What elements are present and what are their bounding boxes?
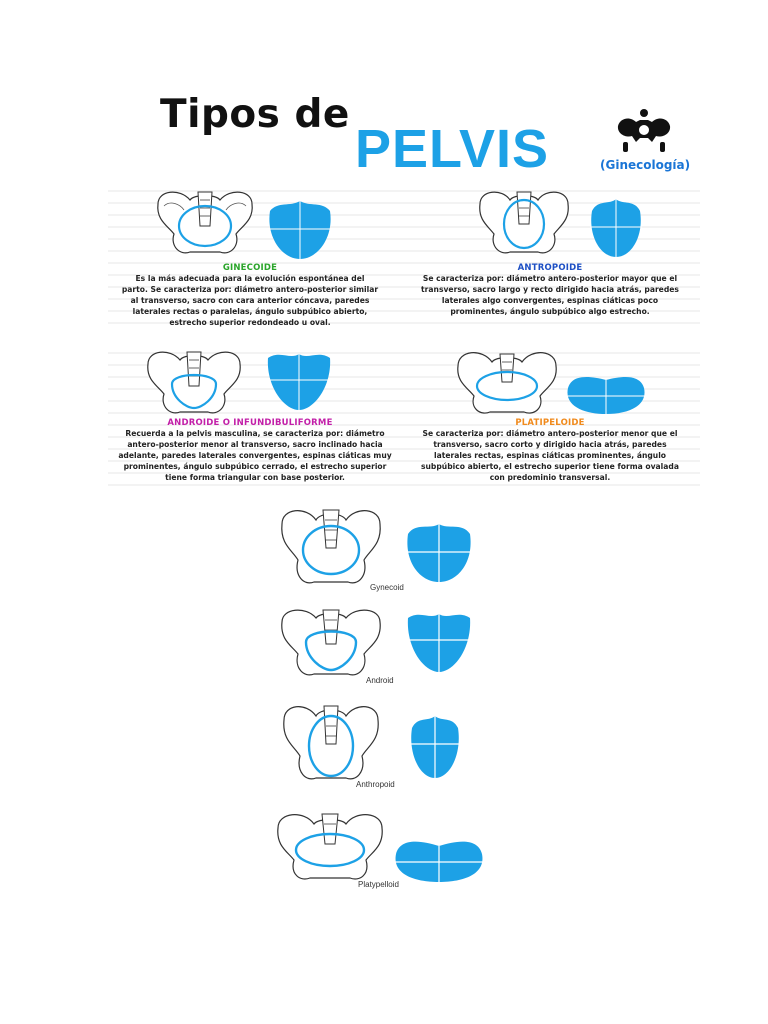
figure-platypelloid-inlet <box>394 836 484 884</box>
description-platipeloide <box>408 428 692 483</box>
platypelloid-inlet-shape <box>566 372 646 416</box>
gynecoid-pelvis-illustration <box>150 186 260 258</box>
type-name-platipeloide: PLATIPELOIDE <box>515 418 585 428</box>
caption-android: Android <box>366 676 394 685</box>
type-name-ginecoide: GINECOIDE <box>222 263 278 273</box>
description-line: adelante, paredes laterales convergentes, espinas ciáticas muy <box>118 451 392 460</box>
gynecoid-inlet-shape <box>268 197 332 261</box>
description-line: transverso, sacro largo y recto dirigido hacia atrás, paredes <box>421 285 679 294</box>
caption-anthropoid: Anthropoid <box>356 780 395 789</box>
type-name-androide: ANDROIDE O INFUNDIBULIFORME <box>167 418 333 428</box>
figure-android-inlet <box>406 610 472 674</box>
figure-android-pelvis <box>276 604 386 680</box>
description-line: Recuerda a la pelvis masculina, se caracteriza por: diámetro <box>125 429 385 438</box>
figure-platypelloid-pelvis <box>272 808 388 884</box>
anthropoid-pelvis-illustration <box>474 186 574 258</box>
page-title-prefix: Tipos de <box>160 92 350 137</box>
figure-anthropoid-inlet <box>410 714 460 780</box>
description-line: prominentes, ángulo subpúbico algo estrecho. <box>450 307 650 316</box>
description-ginecoide <box>110 273 390 328</box>
description-line: Se caracteriza por: diámetro antero-posterior menor que el <box>422 429 678 438</box>
description-line: con predominio transversal. <box>489 473 611 482</box>
android-pelvis-illustration <box>142 346 246 418</box>
description-line: Se caracteriza por: diámetro antero-posterior mayor que el <box>422 274 678 283</box>
description-line: antero-posterior menor al transverso, sacro inclinado hacia <box>127 440 383 449</box>
anthropoid-inlet-shape <box>590 197 642 259</box>
figure-gynecoid-pelvis <box>276 504 386 588</box>
description-androide <box>110 428 400 483</box>
type-name-antropoide: ANTROPOIDE <box>517 263 583 273</box>
description-line: parto. Se caracteriza por: diámetro antero-posterior similar <box>121 285 379 294</box>
description-line: prominentes, ángulo subpúbico cerrado, el estrecho superior <box>123 462 387 471</box>
description-line: Es la más adecuada para la evolución espontánea del <box>135 274 365 283</box>
caption-platypelloid: Platypelloid <box>358 880 399 889</box>
figure-anthropoid-pelvis <box>278 700 384 784</box>
description-line: estrecho superior redondeado u oval. <box>169 318 331 327</box>
page-title: PELVIS <box>355 119 550 179</box>
description-line: al transverso, sacro con cara anterior cóncava, paredes <box>130 296 370 305</box>
description-antropoide <box>410 273 690 317</box>
description-line: laterales rectas o paralelas, ángulo subpúbico abierto, <box>132 307 368 316</box>
description-line: laterales rectas, espinas ciáticas prominentes, ángulo <box>433 451 667 460</box>
description-line: laterales algo convergentes, espinas ciáticas poco <box>441 296 659 305</box>
caption-gynecoid: Gynecoid <box>370 583 404 592</box>
platypelloid-pelvis-illustration <box>452 346 562 418</box>
pelvis-logo-icon <box>614 108 674 154</box>
description-line: transverso, sacro corto y dirigido hacia atrás, paredes <box>433 440 667 449</box>
page-subtitle: (Ginecología) <box>600 158 691 172</box>
description-line: tiene forma triangular con base posterior. <box>165 473 345 482</box>
android-inlet-shape <box>266 350 332 412</box>
figure-gynecoid-inlet <box>406 520 472 584</box>
description-line: subpúbico abierto, el estrecho superior tiene forma ovalada <box>421 462 679 471</box>
